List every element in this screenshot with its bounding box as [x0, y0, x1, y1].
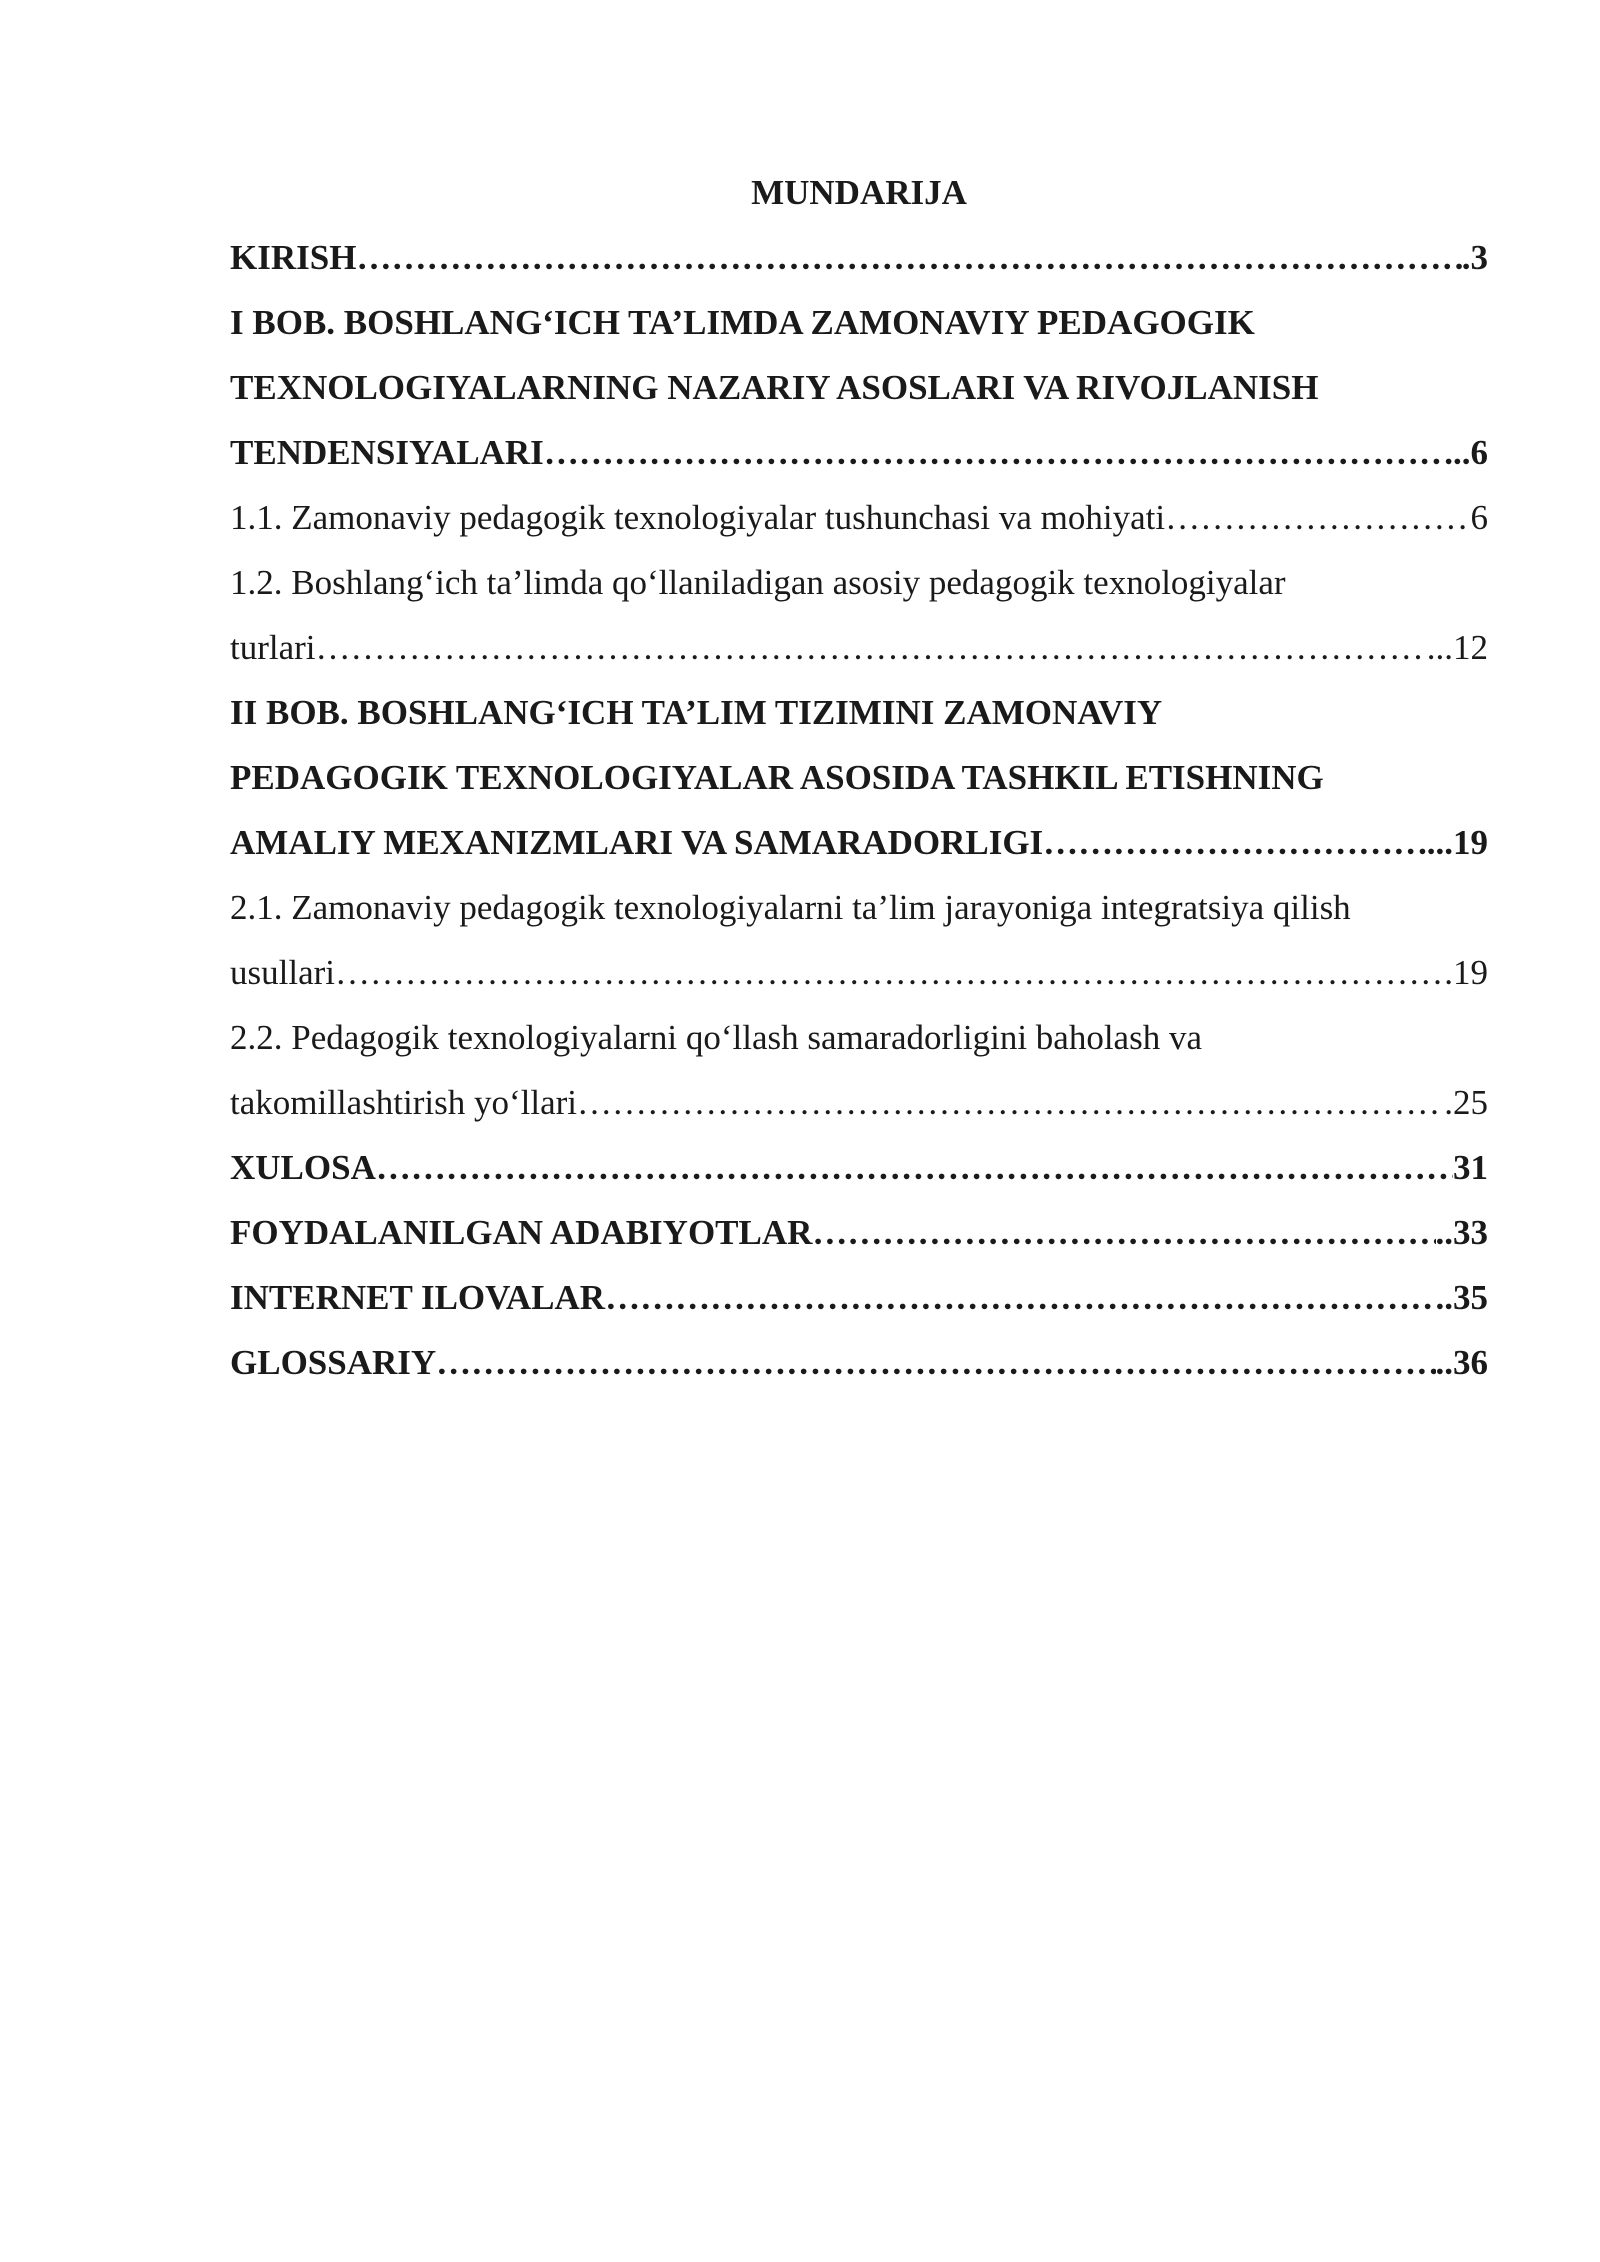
toc-entry-line: PEDAGOGIK TEXNOLOGIYALAR ASOSIDA TASHKIL ETISHNING: [230, 758, 1324, 797]
toc-entry-text: 1.1. Zamonaviy pedagogik texnologiyalar tushunchasi va mohiyati: [230, 498, 1166, 537]
toc-entry-line: II BOB. BOSHLANG‘ICH TA’LIM TIZIMINI ZAMONAVIY: [230, 693, 1163, 732]
toc-dot-leader: [577, 1070, 1444, 1135]
toc-entry-page: ...6: [1444, 433, 1488, 472]
toc-entry-line: 2.1. Zamonaviy pedagogik texnologiyalarni ta’lim jarayoniga integratsiya qilish: [230, 888, 1351, 927]
toc-entry-page: ..36: [1435, 1343, 1488, 1382]
toc-entries: [230, 225, 1488, 1395]
toc-dot-leader: [335, 940, 1444, 1005]
toc-entry-page: .19: [1444, 953, 1488, 992]
toc-entry: [230, 940, 1488, 1005]
toc-dot-leader: [436, 1330, 1435, 1395]
toc-entry-text: GLOSSARIY: [230, 1343, 437, 1382]
toc-entry: [230, 420, 1488, 485]
toc-entry-text: FOYDALANILGAN ADABIYOTLAR: [230, 1213, 813, 1252]
toc-dot-leader: [1043, 810, 1427, 875]
toc-entry-page: .3: [1461, 238, 1488, 277]
toc-entry-text: TENDENSIYALARI: [230, 433, 544, 472]
toc-dot-leader: [376, 1135, 1453, 1200]
table-of-contents: [230, 160, 1488, 1395]
toc-entry-page: ..35: [1435, 1278, 1488, 1317]
toc-entry-page: ...12: [1426, 628, 1488, 667]
toc-dot-leader: [356, 225, 1461, 290]
toc-entry-text: XULOSA: [230, 1148, 376, 1187]
toc-entry: [230, 1265, 1488, 1330]
toc-entry-line: 2.2. Pedagogik texnologiyalarni qo‘llash samaradorligini baholash va: [230, 1018, 1203, 1057]
toc-dot-leader: [316, 615, 1427, 680]
toc-dot-leader: [605, 1265, 1435, 1330]
toc-entry-text: usullari: [230, 953, 335, 992]
toc-entry: [230, 615, 1488, 680]
toc-entry-text: takomillashtirish yo‘llari: [230, 1083, 578, 1122]
toc-dot-leader: [812, 1200, 1435, 1265]
toc-entry-text: turlari: [230, 628, 316, 667]
toc-entry-line: I BOB. BOSHLANG‘ICH TA’LIMDA ZAMONAVIY PEDAGOGIK: [230, 303, 1255, 342]
toc-entry-page: 31: [1453, 1148, 1488, 1187]
toc-title: MUNDARIJA: [751, 173, 967, 212]
toc-entry-text: INTERNET ILOVALAR: [230, 1278, 606, 1317]
toc-entry: [230, 1135, 1488, 1200]
toc-entry: [230, 225, 1488, 290]
toc-entry: [230, 810, 1488, 875]
toc-entry: [230, 1070, 1488, 1135]
toc-entry-page: 6: [1470, 498, 1488, 537]
toc-entry-text: KIRISH: [230, 238, 357, 277]
toc-dot-leader: [1165, 485, 1470, 550]
toc-entry-line: 1.2. Boshlang‘ich ta’limda qo‘llaniladigan asosiy pedagogik texnologiyalar: [230, 563, 1286, 602]
toc-entry: [230, 485, 1488, 550]
toc-entry: [230, 1330, 1488, 1395]
toc-entry-page: ..33: [1435, 1213, 1488, 1252]
toc-entry: [230, 1200, 1488, 1265]
toc-entry-line: TEXNOLOGIYALARNING NAZARIY ASOSLARI VA RIVOJLANISH: [230, 368, 1319, 407]
toc-entry-text: AMALIY MEXANIZMLARI VA SAMARADORLIGI: [230, 823, 1044, 862]
toc-entry-page: .25: [1444, 1083, 1488, 1122]
toc-dot-leader: [544, 420, 1444, 485]
toc-entry-page: ...19: [1426, 823, 1488, 862]
